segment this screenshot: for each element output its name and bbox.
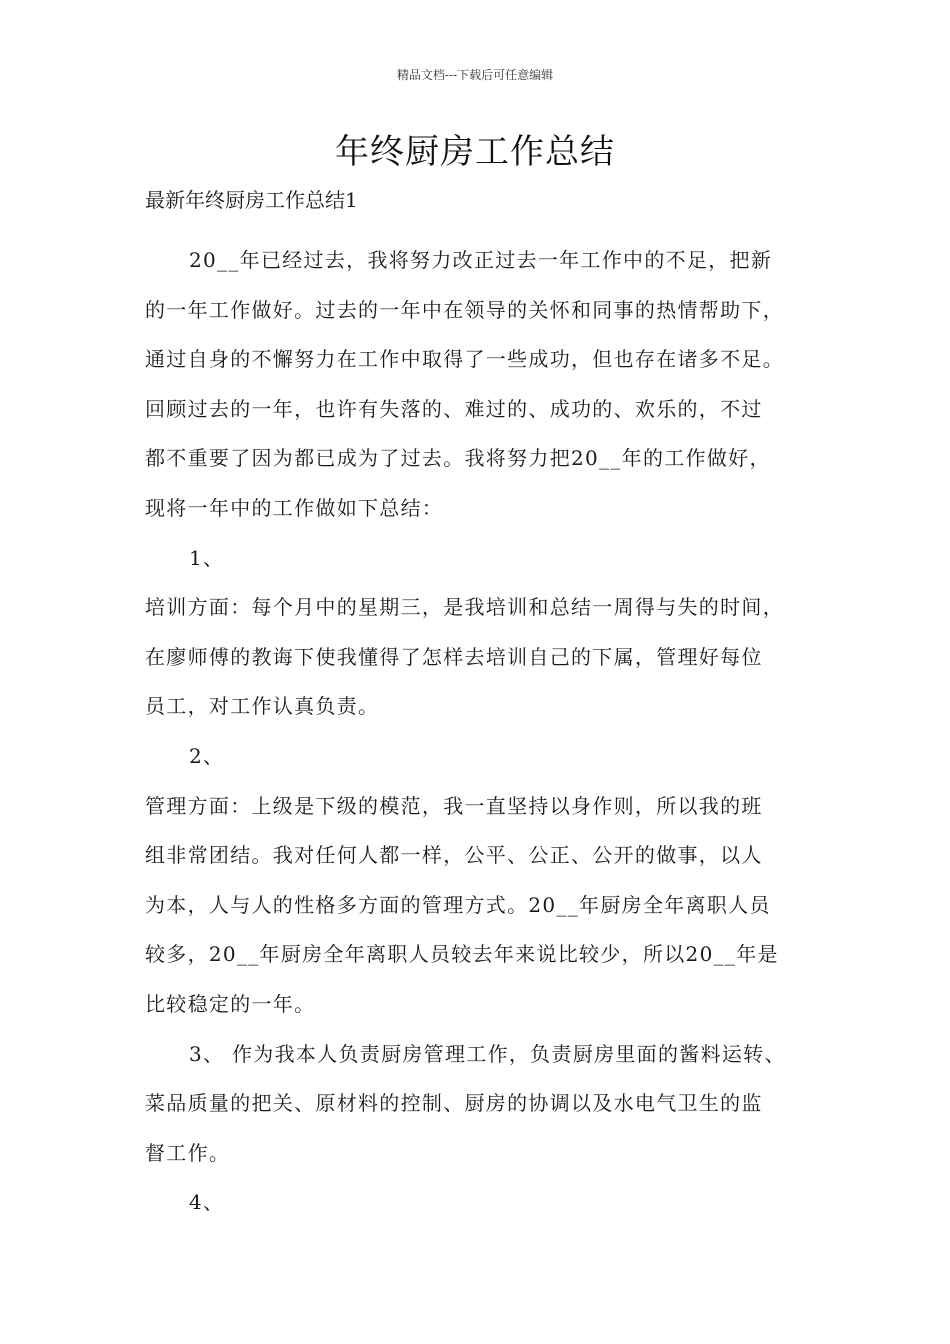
text-line: 在廖师傅的教诲下使我懂得了怎样去培训自己的下属，管理好每位 [145,644,763,669]
text-line: 培训方面：每个月中的星期三，是我培训和总结一周得与失的时间， [145,595,784,620]
text-line: 的一年工作做好。过去的一年中在领导的关怀和同事的热情帮助下， [145,297,784,322]
text-line: 督工作。 [145,1140,231,1165]
text-line: 都不重要了因为都已成为了过去。我将努力把20__年的工作做好， [145,446,771,471]
text-line: 比较稳定的一年。 [145,991,316,1016]
list-number [145,1178,810,1228]
paragraph-training [145,583,810,732]
paragraph-management [145,782,810,1030]
text-line: 2、 [189,743,225,768]
text-line: 现将一年中的工作做如下总结： [145,495,444,520]
text-line: 通过自身的不懈努力在工作中取得了一些成功，但也存在诸多不足。 [145,347,784,372]
document-body [145,236,810,1228]
paragraph-kitchen-duties [145,1030,810,1179]
list-number [145,534,810,584]
list-number [145,732,810,782]
text-line: 组非常团结。我对任何人都一样，公平、公正、公开的做事，以人 [145,843,763,868]
document-title: 年终厨房工作总结 [335,132,615,172]
text-line: 管理方面：上级是下级的模范，我一直坚持以身作则，所以我的班 [145,793,763,818]
text-line: 菜品质量的把关、原材料的控制、厨房的协调以及水电气卫生的监 [145,1091,763,1116]
text-line: 1、 [189,545,225,570]
text-line: 20__年已经过去，我将努力改正过去一年工作中的不足，把新 [189,248,773,272]
text-line: 回顾过去的一年，也许有失落的、难过的、成功的、欢乐的，不过 [145,396,763,421]
text-line: 3、 作为我本人负责厨房管理工作，负责厨房里面的酱料运转、 [189,1041,786,1066]
text-line: 较多，20__年厨房全年离职人员较去年来说比较少，所以20__年是 [145,942,779,967]
text-line: 员工，对工作认真负责。 [145,694,380,719]
section-subtitle: 最新年终厨房工作总结1 [145,188,358,212]
page-header-note: 精品文档---下载后可任意编辑 [396,68,554,82]
paragraph-intro [145,236,810,534]
text-line: 4、 [189,1190,225,1215]
text-line: 为本，人与人的性格多方面的管理方式。20__年厨房全年离职人员 [145,892,771,917]
